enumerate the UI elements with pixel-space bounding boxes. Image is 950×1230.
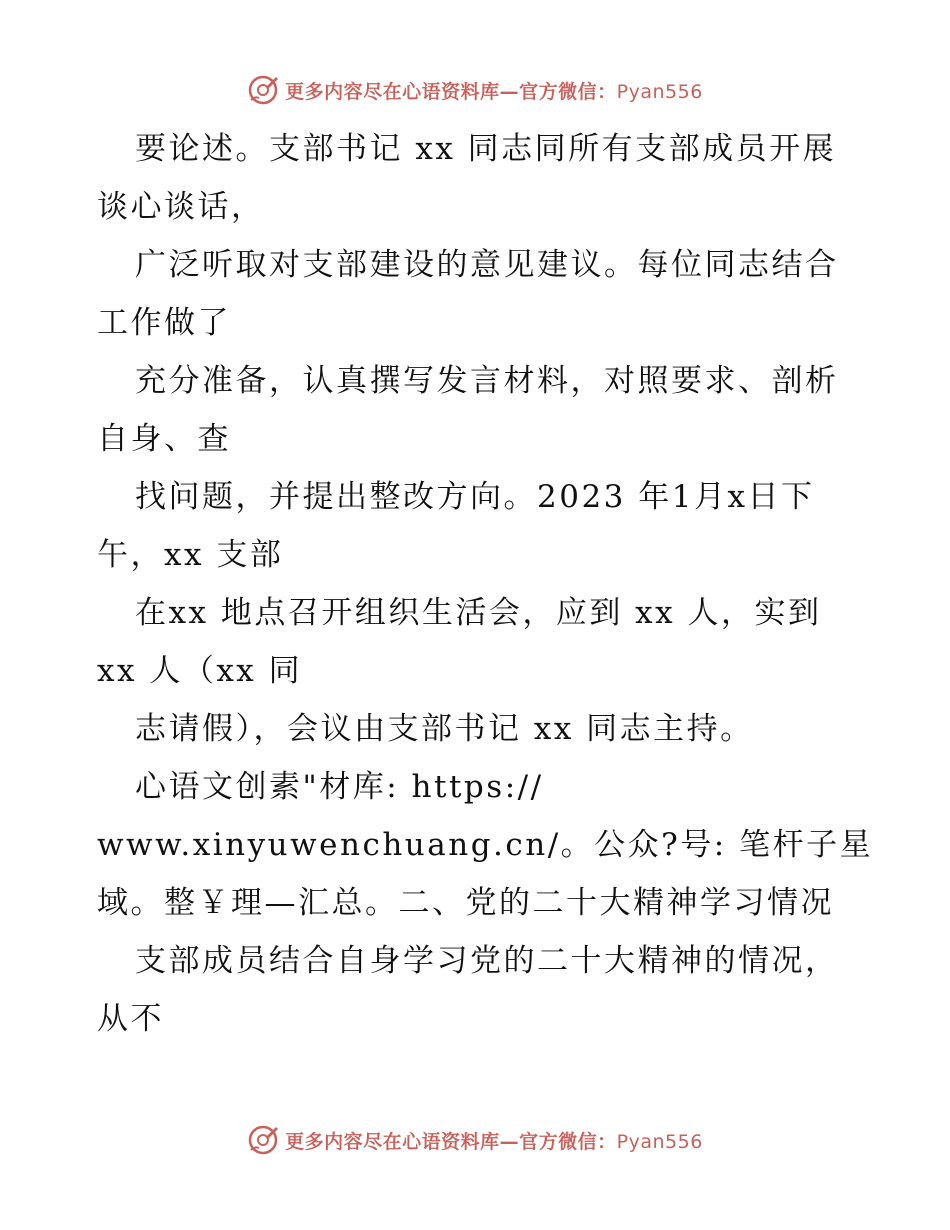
body-line: 工作做了 [97,305,231,341]
footer-banner [0,1120,950,1160]
body-line: xx 人（xx 同 [97,653,303,689]
body-line: 从不 [97,1001,164,1037]
body-line: 广泛听取对支部建设的意见建议。每位同志结合 [135,247,839,283]
banner-text: 更多内容尽在心语资料库—官方微信：Pyan556 [285,80,703,103]
body-line: 域。整￥理—汇总。二、党的二十大精神学习情况 [97,885,834,921]
body-line: 要论述。支部书记 xx 同志同所有支部成员开展 [135,131,837,167]
body-line: www.xinyuwenchuang.cn/。公众?号: 笔杆子星 [97,827,874,863]
body-line: 志请假），会议由支部书记 xx 同志主持。 [135,711,754,747]
body-line: 充分准备，认真撰写发言材料，对照要求、剖析 [135,363,839,399]
body-line: 支部成员结合自身学习党的二十大精神的情况， [135,943,839,979]
body-line: 在xx 地点召开组织生活会，应到 xx 人，实到 [135,595,822,631]
banner-text: 更多内容尽在心语资料库—官方微信：Pyan556 [285,1130,703,1153]
body-line: 自身、查 [97,421,231,457]
body-line: 心语文创素"材库: https:// [135,769,544,805]
header-banner [0,70,950,110]
body-line: 谈心谈话， [97,189,265,225]
pen-logo-icon [247,74,279,106]
pen-logo-icon [247,1124,279,1156]
document-body [97,120,874,1048]
body-line: 找问题，并提出整改方向。2023 年1月x日下 [135,479,815,515]
body-line: 午，xx 支部 [97,537,284,573]
